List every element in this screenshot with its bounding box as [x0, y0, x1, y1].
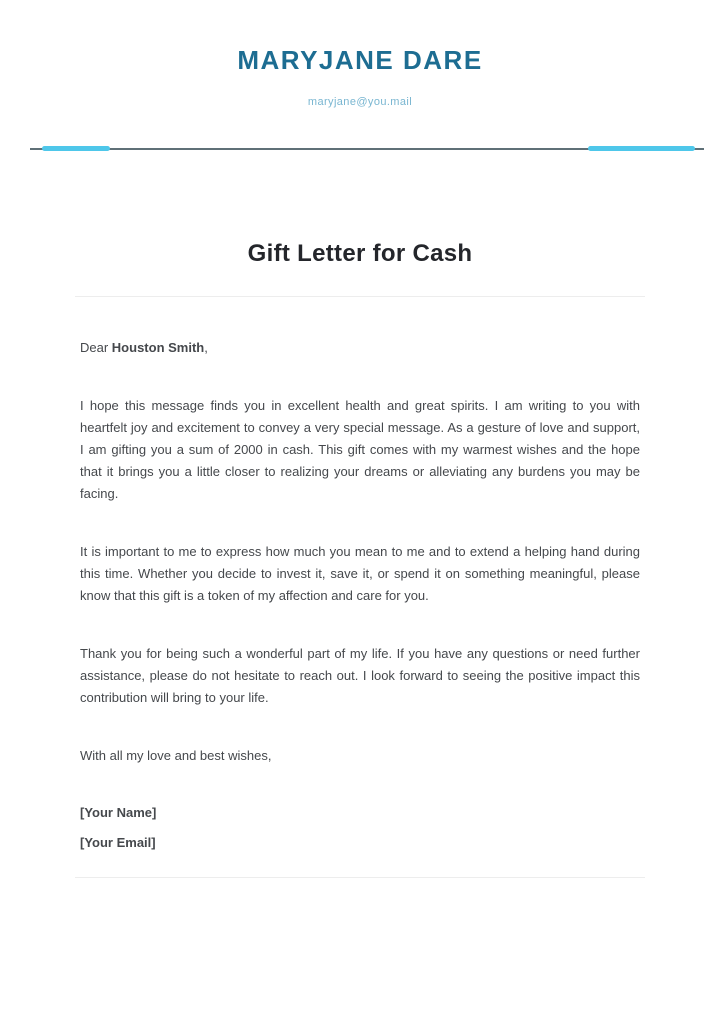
greeting-prefix: Dear: [80, 340, 112, 355]
signature-name: [Your Name]: [80, 805, 157, 820]
signoff: With all my love and best wishes,: [80, 748, 272, 763]
letter-body: [80, 337, 640, 854]
header-rule-accent-right: [588, 146, 695, 151]
sender-name: MARYJANE DARE: [237, 45, 483, 75]
letter-paragraph-1: I hope this message finds you in excellent health and great spirits. I am writing to you with heartfelt joy and excitement to convey a very special message. As a gesture of love and support, I am gifting you a sum of 2000 in cash. This gift comes with my warmest wishes and the hope that it brings you a little closer to realizing your dreams or alleviating any burdens you may be facing.: [80, 398, 640, 501]
letter-paragraph-2: It is important to me to express how much you mean to me and to extend a helping hand during this time. Whether you decide to invest it, save it, or spend it on something meaningful, please know that this gift is a token of my affection and care for you.: [80, 544, 640, 603]
letterhead: [0, 0, 720, 109]
title-divider: [75, 296, 645, 297]
signature-email: [Your Email]: [80, 835, 156, 850]
header-rule: [30, 146, 704, 152]
greeting-suffix: ,: [204, 340, 208, 355]
header-rule-accent-left: [42, 146, 110, 151]
footer-divider: [75, 877, 645, 878]
letter-paragraph-3: Thank you for being such a wonderful part of my life. If you have any questions or need further assistance, please do not hesitate to reach out. I look forward to seeing the positive impact this contribution will bring to your life.: [80, 646, 640, 705]
document-title: Gift Letter for Cash: [247, 240, 473, 267]
sender-email: maryjane@you.mail: [307, 96, 413, 108]
recipient-name: Houston Smith: [111, 340, 205, 355]
greeting: [80, 337, 640, 359]
